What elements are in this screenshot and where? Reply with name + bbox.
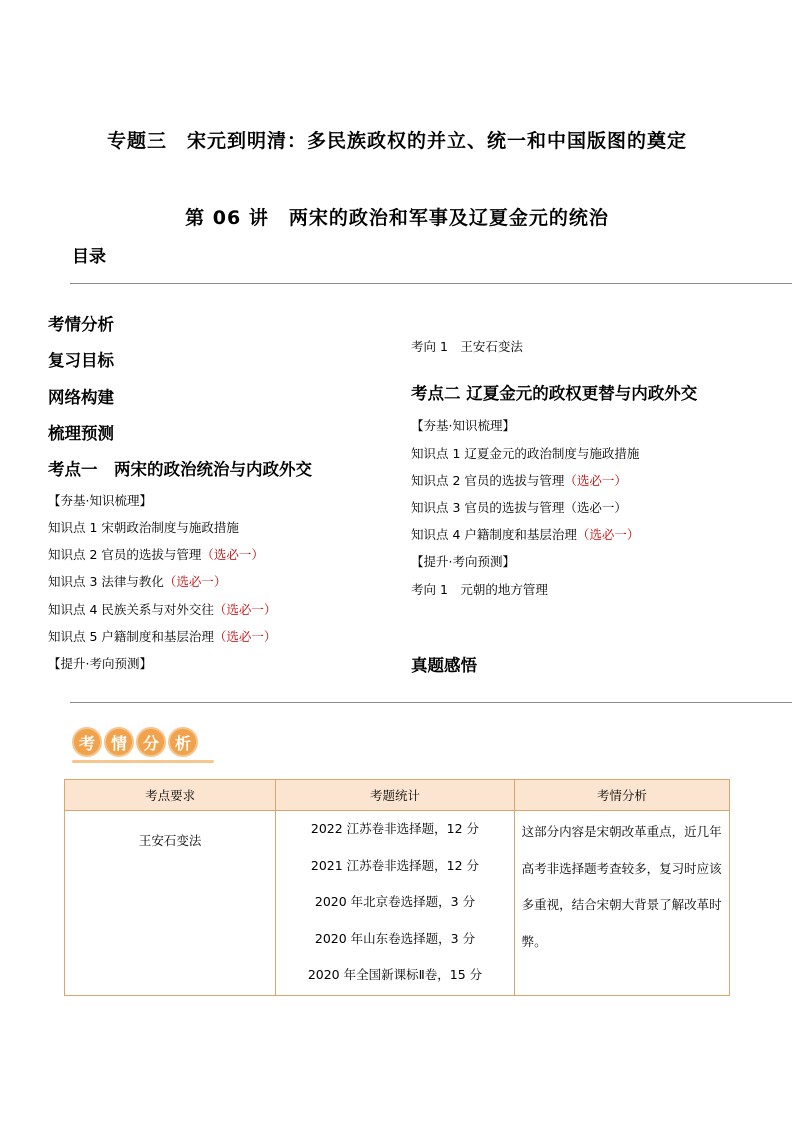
stat-item: 2022 江苏卷非选择题，12 分 bbox=[310, 821, 480, 836]
lecture-title: 第 06 讲 两宋的政治和军事及辽夏金元的统治 bbox=[185, 207, 609, 229]
header-requirement: 考点要求 bbox=[65, 780, 276, 811]
toc-real-exam[interactable]: 真题感悟 bbox=[411, 656, 477, 675]
divider-top bbox=[70, 283, 792, 284]
badge-underline bbox=[72, 760, 214, 763]
toc-left-item-2[interactable]: 知识点 2 官员的选拔与管理（选必一） bbox=[48, 547, 264, 562]
toc-heading: 目录 bbox=[72, 247, 106, 267]
header-statistics: 考题统计 bbox=[276, 780, 514, 811]
cell-requirement: 王安石变法 bbox=[65, 811, 276, 996]
toc-right-item-3[interactable]: 知识点 3 官员的选拔与管理（选必一） bbox=[411, 500, 627, 515]
toc-left-item-4[interactable]: 知识点 4 民族关系与对外交往（选必一） bbox=[48, 602, 277, 617]
badge-char: 析 bbox=[168, 727, 198, 757]
section-badge-analysis bbox=[72, 727, 198, 757]
toc-left-item-5[interactable]: 知识点 5 户籍制度和基层治理（选必一） bbox=[48, 629, 277, 644]
table-row bbox=[65, 811, 730, 996]
toc-upgrade-label-2: 【提升·考向预测】 bbox=[411, 554, 515, 569]
toc-direction-1[interactable]: 考向 1 王安石变法 bbox=[411, 339, 523, 354]
stat-item: 2020 年全国新课标Ⅱ卷，15 分 bbox=[307, 967, 483, 982]
toc-right-item-2[interactable]: 知识点 2 官员的选拔与管理（选必一） bbox=[411, 473, 627, 488]
toc-left-item-1[interactable]: 知识点 1 宋朝政治制度与施政措施 bbox=[48, 520, 239, 535]
badge-char: 情 bbox=[104, 727, 134, 757]
badge-char: 分 bbox=[136, 727, 166, 757]
divider-bottom bbox=[70, 702, 792, 703]
badge-char: 考 bbox=[72, 727, 102, 757]
exam-analysis-table bbox=[64, 779, 730, 996]
toc-section-analysis[interactable]: 考情分析 bbox=[48, 315, 114, 334]
main-title: 专题三 宋元到明清：多民族政权的并立、统一和中国版图的奠定 bbox=[106, 130, 687, 152]
toc-upgrade-label: 【提升·考向预测】 bbox=[48, 656, 152, 671]
toc-right-item-4[interactable]: 知识点 4 户籍制度和基层治理（选必一） bbox=[411, 527, 640, 542]
toc-foundation-label: 【夯基·知识梳理】 bbox=[48, 493, 152, 508]
toc-point-one[interactable]: 考点一 两宋的政治统治与内政外交 bbox=[48, 460, 312, 479]
toc-foundation-label-2: 【夯基·知识梳理】 bbox=[411, 418, 515, 433]
cell-analysis bbox=[514, 811, 729, 996]
analysis-text: 这部分内容是宋朝改革重点，近几年高考非选择题考查较多，复习时应该多重视，结合宋朝大背景了解改革时弊。 bbox=[521, 824, 722, 949]
header-analysis: 考情分析 bbox=[514, 780, 729, 811]
toc-left-item-3[interactable]: 知识点 3 法律与教化（选必一） bbox=[48, 574, 227, 589]
stat-item: 2021 江苏卷非选择题，12 分 bbox=[310, 857, 480, 873]
toc-direction-2[interactable]: 考向 1 元朝的地方管理 bbox=[411, 582, 548, 597]
stat-item: 2020 年山东卷选择题，3 分 bbox=[314, 930, 476, 946]
toc-right-item-1[interactable]: 知识点 1 辽夏金元的政治制度与施政措施 bbox=[411, 446, 640, 461]
stat-item: 2020 年北京卷选择题，3 分 bbox=[314, 894, 476, 909]
toc-section-review[interactable]: 梳理预测 bbox=[48, 424, 114, 443]
cell-statistics bbox=[276, 811, 514, 996]
table-header-row bbox=[65, 780, 730, 811]
toc-section-goals[interactable]: 复习目标 bbox=[48, 351, 114, 370]
toc-section-network[interactable]: 网络构建 bbox=[48, 388, 114, 407]
toc-point-two[interactable]: 考点二 辽夏金元的政权更替与内政外交 bbox=[411, 384, 698, 403]
